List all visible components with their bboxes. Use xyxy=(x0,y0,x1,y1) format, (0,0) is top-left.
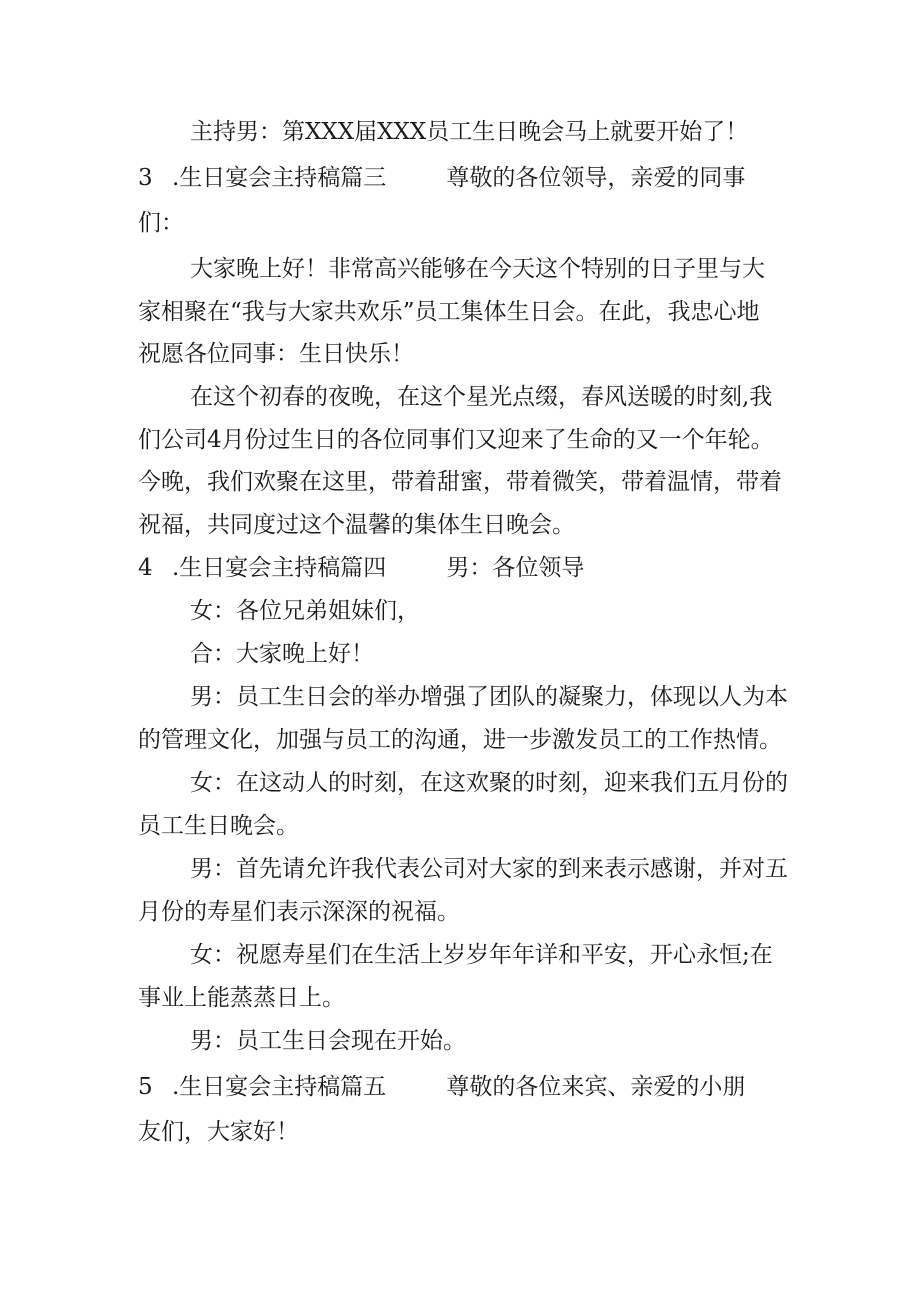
paragraph-line: 友们，大家好！ xyxy=(138,1119,299,1145)
paragraph-line: 祝福，共同度过这个温馨的集体生日晚会。 xyxy=(138,512,575,538)
paragraph-line: 女：在这动人的时刻，在这欢聚的时刻，迎来我们五月份的 xyxy=(190,770,788,796)
paragraph-line: 女：祝愿寿星们在生活上岁岁年年详和平安，开心永恒;在 xyxy=(190,942,773,968)
paragraph-line: 的管理文化，加强与员工的沟通，进一步激发员工的工作热情。 xyxy=(138,727,782,753)
paragraph-line: 合：大家晚上好！ xyxy=(190,641,374,667)
paragraph-line: 今晚，我们欢聚在这里，带着甜蜜，带着微笑，带着温情，带着 xyxy=(138,469,782,495)
paragraph-line: 祝愿各位同事：生日快乐！ xyxy=(138,341,414,367)
section-heading-5 xyxy=(0,1072,920,1102)
paragraph-line: 们： xyxy=(138,210,184,236)
heading-number: 5 xyxy=(138,1074,153,1100)
paragraph-line: 员工生日晚会。 xyxy=(138,813,299,839)
section-heading-3 xyxy=(0,163,920,193)
paragraph-line: 大家晚上好！非常高兴能够在今天这个特别的日子里与大 xyxy=(190,256,765,282)
paragraph-line: 女：各位兄弟姐妹们， xyxy=(190,598,420,624)
paragraph-line: 月份的寿星们表示深深的祝福。 xyxy=(138,899,460,925)
paragraph-line: 男：员工生日会现在开始。 xyxy=(190,1028,466,1054)
paragraph-line: 家相聚在“我与大家共欢乐”员工集体生日会。在此，我忠心地 xyxy=(138,299,760,325)
heading-title: .生日宴会主持稿篇三 xyxy=(172,165,387,191)
heading-number: 3 xyxy=(138,165,153,191)
heading-number: 4 xyxy=(138,555,153,581)
paragraph-line: 主持男：第XXX届XXX员工生日晚会马上就要开始了！ xyxy=(190,119,749,145)
heading-title: .生日宴会主持稿篇五 xyxy=(172,1074,387,1100)
section-heading-4 xyxy=(0,553,920,583)
paragraph-line: 男：员工生日会的举办增强了团队的凝聚力，体现以人为本 xyxy=(190,684,788,710)
paragraph-line: 男：首先请允许我代表公司对大家的到来表示感谢，并对五 xyxy=(190,856,788,882)
paragraph-line: 事业上能蒸蒸日上。 xyxy=(138,985,345,1011)
paragraph-line: 们公司4月份过生日的各位同事们又迎来了生命的又一个年轮。 xyxy=(138,427,774,453)
heading-title: .生日宴会主持稿篇四 xyxy=(172,555,387,581)
heading-tail: 尊敬的各位来宾、亲爱的小朋 xyxy=(446,1074,746,1100)
paragraph-line: 在这个初春的夜晚，在这个星光点缀，春风送暖的时刻,我 xyxy=(190,384,773,410)
heading-tail: 尊敬的各位领导，亲爱的同事 xyxy=(446,165,746,191)
heading-tail: 男：各位领导 xyxy=(446,555,585,581)
